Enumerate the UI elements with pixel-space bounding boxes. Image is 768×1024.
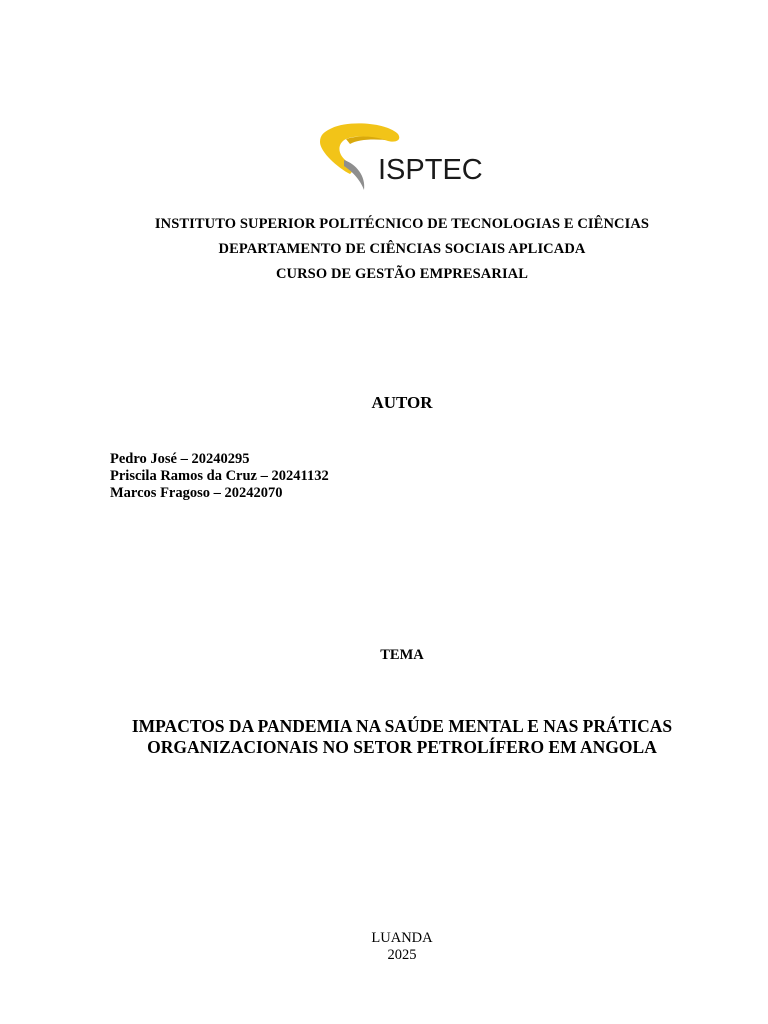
institution-name: INSTITUTO SUPERIOR POLITÉCNICO DE TECNOLOGIAS E CIÊNCIAS [154,216,650,232]
theme-heading: TEMA [380,647,424,663]
author-heading: AUTOR [371,393,433,412]
city: LUANDA [371,930,433,946]
logo-graphic [316,122,492,196]
thesis-title-line: IMPACTOS DA PANDEMIA NA SAÚDE MENTAL E NAS PRÁTICAS [131,716,673,736]
author-item: Pedro José – 20240295 [110,451,250,467]
logo-accent [344,160,364,190]
department-name: DEPARTAMENTO DE CIÊNCIAS SOCIAIS APLICADA [218,241,586,257]
author-item: Marcos Fragoso – 20242070 [110,485,283,501]
thesis-title [60,716,744,758]
author-list [110,451,329,502]
isptec-logo [316,122,492,196]
logo-wordmark: ISPTEC [378,154,483,186]
thesis-title-line: ORGANIZACIONAIS NO SETOR PETROLÍFERO EM ANGOLA [147,737,657,757]
year: 2025 [387,947,417,963]
author-item: Priscila Ramos da Cruz – 20241132 [110,468,329,484]
course-name: CURSO DE GESTÃO EMPRESARIAL [275,266,529,282]
